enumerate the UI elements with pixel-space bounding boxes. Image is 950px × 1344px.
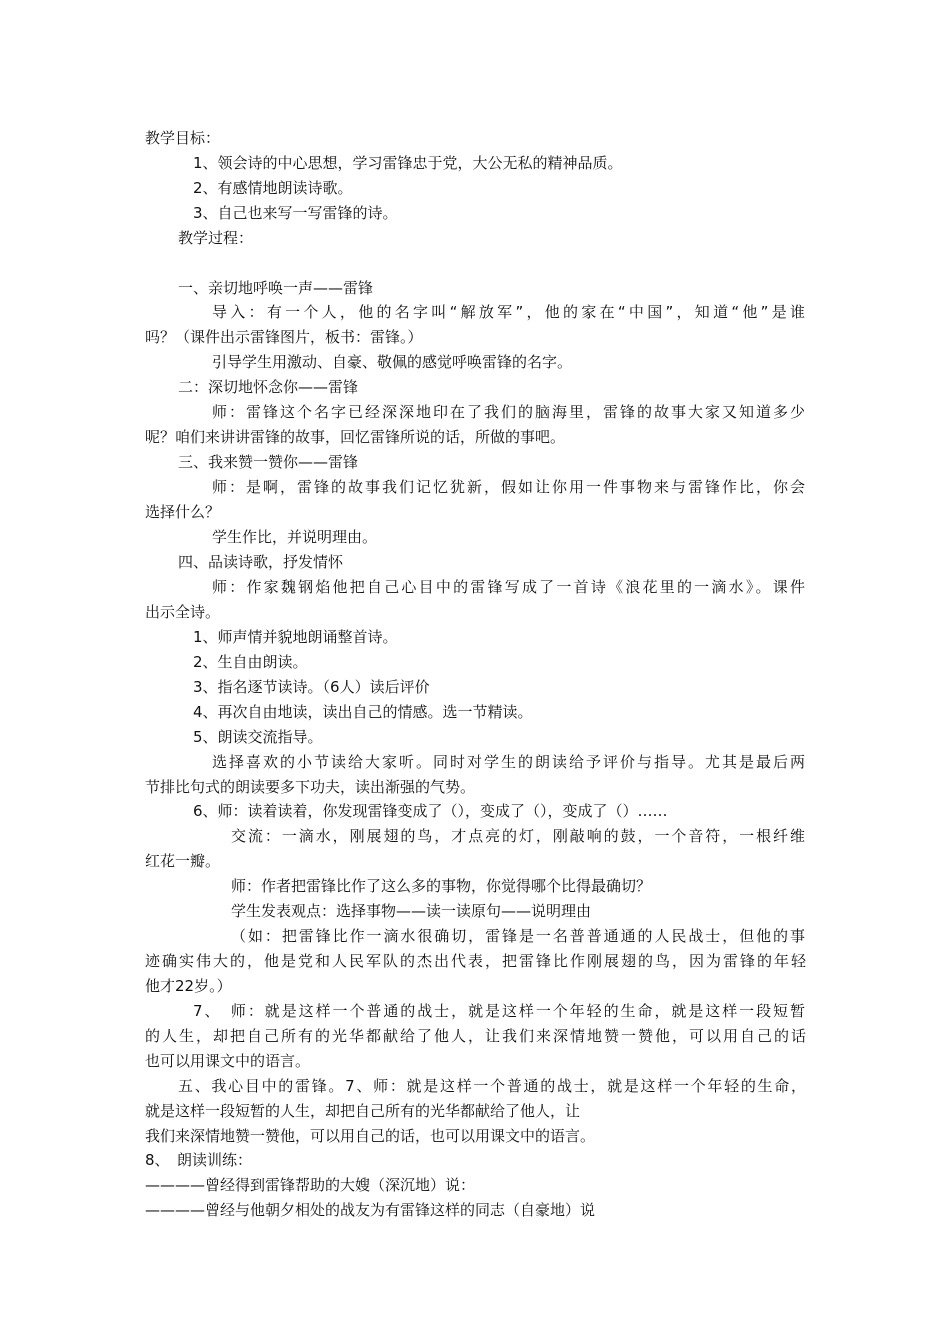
step-heading: 四、品读诗歌，抒发情怀 <box>178 553 344 571</box>
list-item: 5、朗读交流指导。 <box>193 728 323 746</box>
paragraph-line: 就是这样一段短暂的人生，却把自己所有的光华都献给了他人，让 <box>145 1102 581 1120</box>
list-item: 6、师：读着读着，你发现雷锋变成了（），变成了（），变成了（）…… <box>193 802 668 820</box>
paragraph-line: 导入：有一个人，他的名字叫“解放军”，他的家在“中国”，知道“他”是谁 <box>212 303 805 321</box>
paragraph-line: 迹确实伟大的，他是党和人民军队的杰出代表，把雷锋比作刚展翅的鸟，因为雷锋的年轻 <box>145 952 806 970</box>
paragraph-line: 的人生，却把自己所有的光华都献给了他人，让我们来深情地赞一赞他，可以用自己的话 <box>145 1027 806 1045</box>
paragraph-line: 师：是啊，雷锋的故事我们记忆犹新，假如让你用一件事物来与雷锋作比，你会 <box>212 478 805 496</box>
paragraph-line: 师：雷锋这个名字已经深深地印在了我们的脑海里，雷锋的故事大家又知道多少 <box>212 403 805 421</box>
paragraph-line: 师：作家魏钢焰他把自己心目中的雷锋写成了一首诗《浪花里的一滴水》。课件 <box>212 578 805 596</box>
list-item: 2、生自由朗读。 <box>193 653 308 671</box>
paragraph-line: 节排比句式的朗读要多下功夫，读出渐强的气势。 <box>145 778 476 796</box>
paragraph-line: ————曾经得到雷锋帮助的大嫂（深沉地）说： <box>145 1176 476 1194</box>
list-item: 7、 师：就是这样一个普通的战士，就是这样一个年轻的生命，就是这样一段短暂 <box>193 1002 805 1020</box>
list-item: 3、指名逐节读诗。（6人）读后评价 <box>193 678 430 696</box>
list-item: 1、师声情并貌地朗诵整首诗。 <box>193 628 398 646</box>
section-heading-objectives: 教学目标： <box>145 129 221 147</box>
paragraph-line: 学生作比，并说明理由。 <box>212 528 378 546</box>
paragraph-line: 师：作者把雷锋比作了这么多的事物，你觉得哪个比得最确切？ <box>231 877 652 895</box>
objective-item: 2、有感情地朗读诗歌。 <box>193 179 353 197</box>
list-item: 8、 朗读训练： <box>145 1151 253 1169</box>
step-heading: 二：深切地怀念你——雷锋 <box>178 378 359 396</box>
paragraph-line: 引导学生用激动、自豪、敬佩的感觉呼唤雷锋的名字。 <box>212 353 573 371</box>
step-heading: 一、亲切地呼唤一声——雷锋 <box>178 279 374 297</box>
objective-item: 3、自己也来写一写雷锋的诗。 <box>193 204 398 222</box>
paragraph-line: 交流：一滴水，刚展翅的鸟，才点亮的灯，刚敲响的鼓，一个音符，一根纤维 <box>231 827 805 845</box>
paragraph-line: 选择喜欢的小节读给大家听。同时对学生的朗读给予评价与指导。尤其是最后两 <box>212 753 805 771</box>
paragraph-line: 也可以用课文中的语言。 <box>145 1052 311 1070</box>
step-heading: 五、我心目中的雷锋。7、师：就是这样一个普通的战士，就是这样一个年轻的生命， <box>178 1077 806 1095</box>
paragraph-line: 他才22岁。） <box>145 977 232 995</box>
objective-item: 1、领会诗的中心思想，学习雷锋忠于党，大公无私的精神品质。 <box>193 154 623 172</box>
paragraph-line: 吗？（课件出示雷锋图片，板书：雷锋。） <box>145 328 423 346</box>
paragraph-line: ————曾经与他朝夕相处的战友为有雷锋这样的同志（自豪地）说 <box>145 1201 596 1219</box>
paragraph-line: 红花一瓣。 <box>145 852 221 870</box>
paragraph-line: 呢？咱们来讲讲雷锋的故事，回忆雷锋所说的话，所做的事吧。 <box>145 428 566 446</box>
step-heading: 三、我来赞一赞你——雷锋 <box>178 453 359 471</box>
paragraph-line: 学生发表观点：选择事物——读一读原句——说明理由 <box>231 902 592 920</box>
list-item: 4、再次自由地读，读出自己的情感。选一节精读。 <box>193 703 533 721</box>
paragraph-line: 选择什么？ <box>145 503 221 521</box>
paragraph-line: 我们来深情地赞一赞他，可以用自己的话，也可以用课文中的语言。 <box>145 1127 596 1145</box>
paragraph-line: 出示全诗。 <box>145 603 221 621</box>
section-heading-process: 教学过程： <box>178 229 254 247</box>
paragraph-line: （如：把雷锋比作一滴水很确切，雷锋是一名普普通通的人民战士，但他的事 <box>231 927 805 945</box>
